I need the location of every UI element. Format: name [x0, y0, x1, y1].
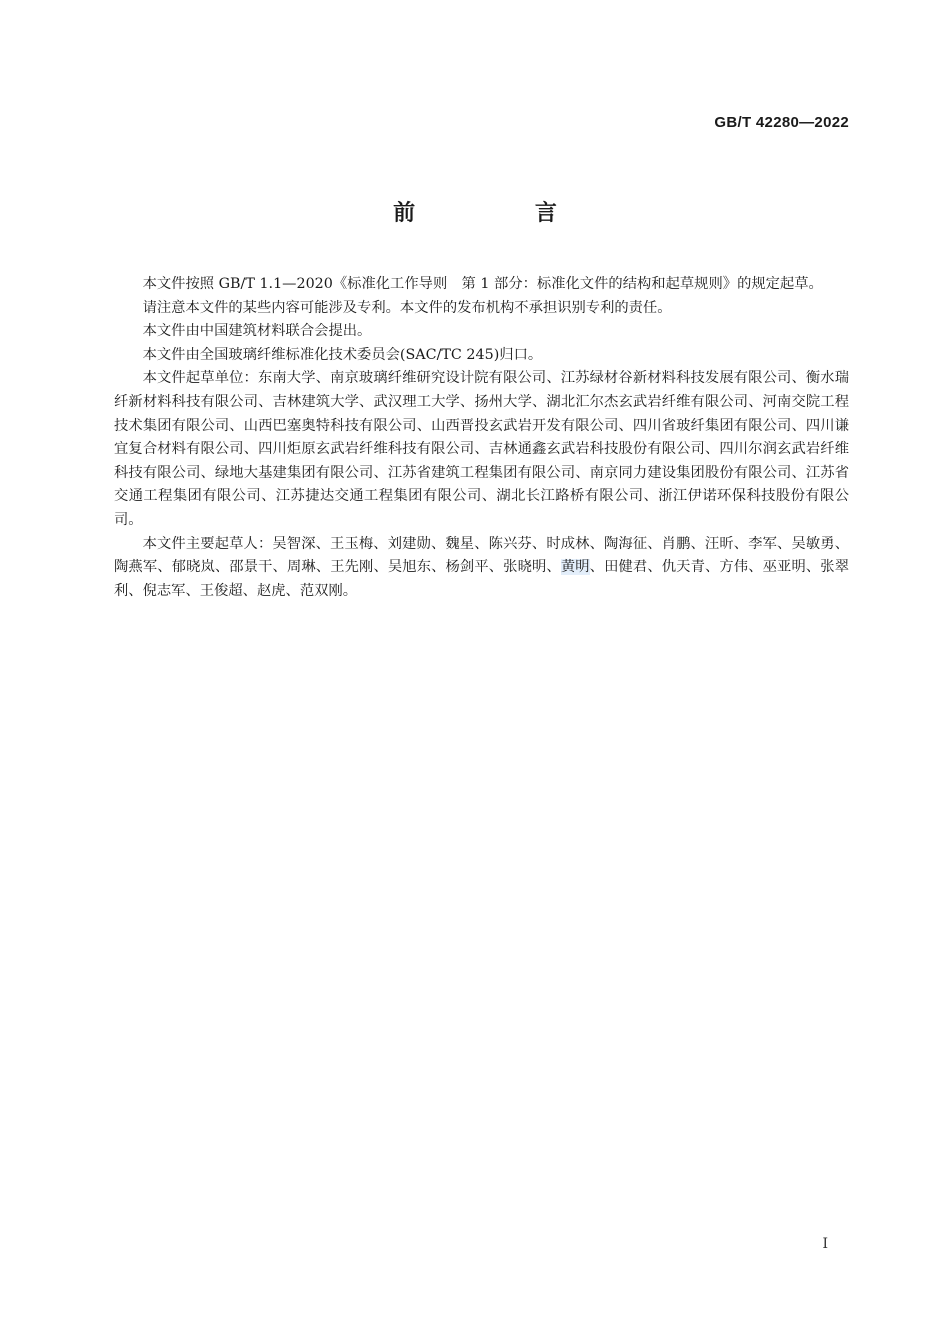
paragraph-drafting-rules: 本文件按照 GB/T 1.1—2020《标准化工作导则 第 1 部分：标准化文件的结构和起草规则》的规定起草。 — [142, 276, 823, 292]
drafters-text-before: 本文件主要起草人：吴智深、王玉梅、刘建勋、魏星、陈兴芬、时成林、陶海征、肖鹏、汪昕、李军、吴敏勇、陶燕军、郁晓岚、邵景干、周琳、王先刚、吴旭东、杨剑平、张晓明、 — [114, 535, 849, 576]
paragraph-technical-committee: 本文件由全国玻璃纤维标准化技术委员会(SAC/TC 245)归口。 — [142, 346, 543, 363]
paragraph-main-drafters — [114, 533, 849, 604]
standard-number: GB/T 42280—2022 — [714, 114, 849, 131]
page-number: I — [822, 1236, 828, 1252]
drafters-text-after: 、田健君、仇天青、方伟、巫亚明、张翠利、倪志军、王俊超、赵虎、范双刚。 — [114, 559, 850, 599]
paragraph-patent-notice: 请注意本文件的某些内容可能涉及专利。本文件的发布机构不承担识别专利的责任。 — [142, 299, 672, 316]
page-title: 前 言 — [393, 201, 613, 226]
foreword-body — [114, 273, 849, 603]
paragraph-drafting-organizations: 本文件起草单位：东南大学、南京玻璃纤维研究设计院有限公司、江苏绿材谷新材料科技发展有限公司、衡水瑞纤新材料科技有限公司、吉林建筑大学、武汉理工大学、扬州大学、湖北汇尔杰玄武岩纤维有限公司、河南交院工程技术集团有限公司、山西巴塞奥特科技有限公司、山西晋投玄武岩开发有限公司、四川省玻纤集团有限公司、四川谦宜复合材料有限公司、四川炬原玄武岩纤维科技有限公司、吉林通鑫玄武岩科技股份有限公司、四川尔润玄武岩纤维科技有限公司、绿地大基建集团有限公司、江苏省建筑工程集团有限公司、南京同力建设集团股份有限公司、江苏省交通工程集团有限公司、江苏捷达交通工程集团有限公司、湖北长江路桥有限公司、浙江伊诺环保科技股份有限公司。 — [114, 370, 849, 528]
paragraph-proposer: 本文件由中国建筑材料联合会提出。 — [142, 323, 372, 340]
selected-text-highlight[interactable]: 黄明 — [560, 559, 590, 576]
